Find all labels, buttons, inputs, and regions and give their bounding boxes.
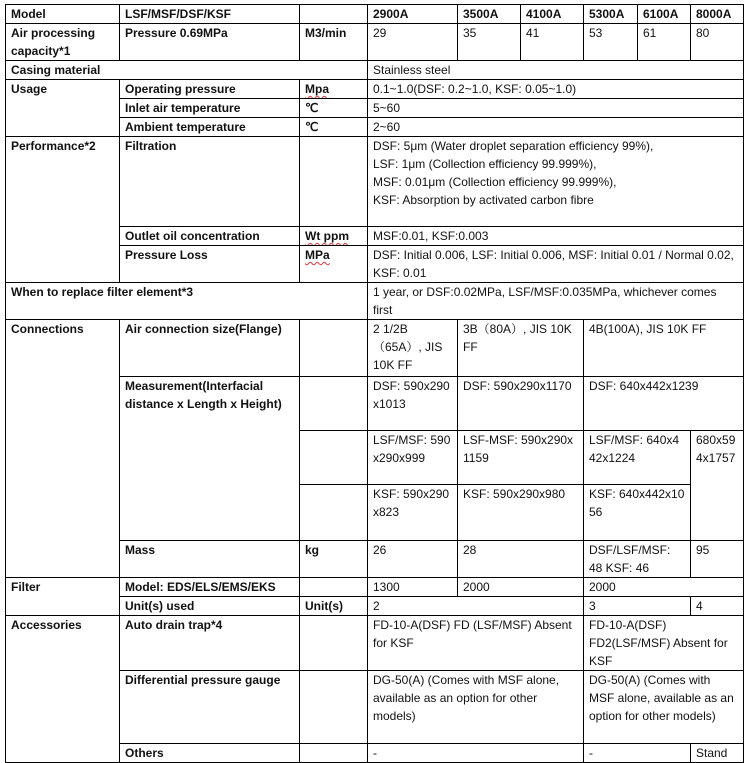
value: - [368,744,584,763]
value: FD-10-A(DSF) FD (LSF/MSF) Absent for KSF [368,616,584,671]
value: 29 [368,24,458,61]
filtration-row [6,137,744,227]
header-model: Model [6,5,120,24]
value: 61 [638,24,691,61]
value: 3 [584,597,691,616]
unit [300,578,368,597]
unit: Mpa [305,82,329,96]
row-label: When to replace filter element*3 [6,283,368,320]
value: 26 [368,541,458,578]
unit [300,431,368,485]
unit [300,744,368,763]
value: DSF/LSF/MSF: 48 KSF: 46 [584,541,691,578]
unit [300,485,368,541]
header-unit [300,5,368,24]
value: 4 [691,597,744,616]
casing-row [6,61,744,80]
unit [300,137,368,227]
air-connection-row [6,320,744,377]
value: 2~60 [368,118,744,137]
value: DSF: 590x290x1013 [368,377,458,431]
value: 1300 [368,578,458,597]
row-label: Connections [6,320,120,578]
value: 4B(100A), JIS 10K FF [584,320,744,377]
value: 2 1/2B （65A）, JIS 10K FF [368,320,458,377]
item-label: Filtration [120,137,300,227]
value: MSF:0.01, KSF:0.003 [368,227,744,246]
value: 2 [368,597,584,616]
filter-model-row [6,578,744,597]
value: 95 [691,541,744,578]
value: KSF: 590x290x823 [368,485,458,541]
value: DSF: 640x442x1239 [584,377,744,431]
unit: Wt ppm [305,229,349,243]
filtration-line: MSF: 0.01μm (Collection efficiency 99.999%), [373,175,617,189]
item-label: Measurement(Interfacial distance x Length x Height) [120,377,300,541]
item-label: Operating pressure [120,80,300,99]
value: LSF-MSF: 590x290x1159 [458,431,584,485]
row-label: Filter [6,578,120,616]
item-label: Auto drain trap*4 [120,616,300,671]
unit [300,320,368,377]
value: LSF/MSF: 590x290x999 [368,431,458,485]
header-model-4100a: 4100A [521,5,584,24]
header-model-2900a: 2900A [368,5,458,24]
row-label: Air processing capacity*1 [6,24,120,61]
value: 680x594x1757 [691,431,744,541]
header-model-6100a: 6100A [638,5,691,24]
value: DSF: 590x290x1170 [458,377,584,431]
header-model-5300a: 5300A [584,5,638,24]
header-row [6,5,744,24]
value: 2000 [458,578,584,597]
unit: Unit(s) [300,597,368,616]
item-label: Differential pressure gauge [120,671,300,744]
value: Stainless steel [368,61,744,80]
value: 28 [458,541,584,578]
unit: ℃ [300,118,368,137]
value: LSF/MSF: 640x442x1224 [584,431,691,485]
value: 0.1~1.0(DSF: 0.2~1.0, KSF: 0.05~1.0) [368,80,744,99]
value: 35 [458,24,521,61]
filtration-line: KSF: Absorption by activated carbon fibre [373,193,594,207]
value: DSF: Initial 0.006, LSF: Initial 0.006, MSF: Initial 0.01 / Normal 0.02, KSF: 0.01 [368,246,744,283]
value: 80 [691,24,744,61]
unit: ℃ [300,99,368,118]
item-label: Model: EDS/ELS/EMS/EKS [120,578,300,597]
header-model-3500a: 3500A [458,5,521,24]
filtration-line: LSF: 1μm (Collection efficiency 99.999%), [373,157,597,171]
spec-table [5,4,744,763]
item-label: Mass [120,541,300,578]
value: - [584,744,691,763]
item-label: Pressure Loss [120,246,300,283]
unit: kg [300,541,368,578]
value: 41 [521,24,584,61]
unit [300,616,368,671]
condition: Pressure 0.69MPa [120,24,300,61]
replace-row [6,283,744,320]
value: KSF: 590x290x980 [458,485,584,541]
value: 5~60 [368,99,744,118]
header-model-8000a: 8000A [691,5,744,24]
unit: MPa [305,248,330,262]
value: FD-10-A(DSF) FD2(LSF/MSF) Absent for KSF [584,616,744,671]
value: Stand [691,744,744,763]
item-label: Unit(s) used [120,597,300,616]
value: KSF: 640x442x1056 [584,485,691,541]
value [368,137,744,227]
unit [300,671,368,744]
unit [300,377,368,431]
value: DG-50(A) (Comes with MSF alone, available as an option for other models) [368,671,584,744]
row-label: Accessories [6,616,120,763]
row-label: Casing material [6,61,368,80]
filtration-line: DSF: 5μm (Water droplet separation efficiency 99%), [373,139,654,153]
operating-pressure-row [6,80,744,99]
unit: M3/min [300,24,368,61]
item-label: Ambient temperature [120,118,300,137]
value: DG-50(A) (Comes with MSF alone, available as an option for other models) [584,671,744,744]
value: 3B（80A）, JIS 10K FF [458,320,584,377]
row-label: Performance*2 [6,137,120,283]
header-series: LSF/MSF/DSF/KSF [120,5,300,24]
item-label: Outlet oil concentration [120,227,300,246]
row-label: Usage [6,80,120,137]
air-capacity-row [6,24,744,61]
item-label: Air connection size(Flange) [120,320,300,377]
item-label: Others [120,744,300,763]
value: 53 [584,24,638,61]
drain-row [6,616,744,671]
value: 1 year, or DSF:0.02MPa, LSF/MSF:0.035MPa, whichever comes first [368,283,744,320]
value: 2000 [584,578,744,597]
item-label: Inlet air temperature [120,99,300,118]
